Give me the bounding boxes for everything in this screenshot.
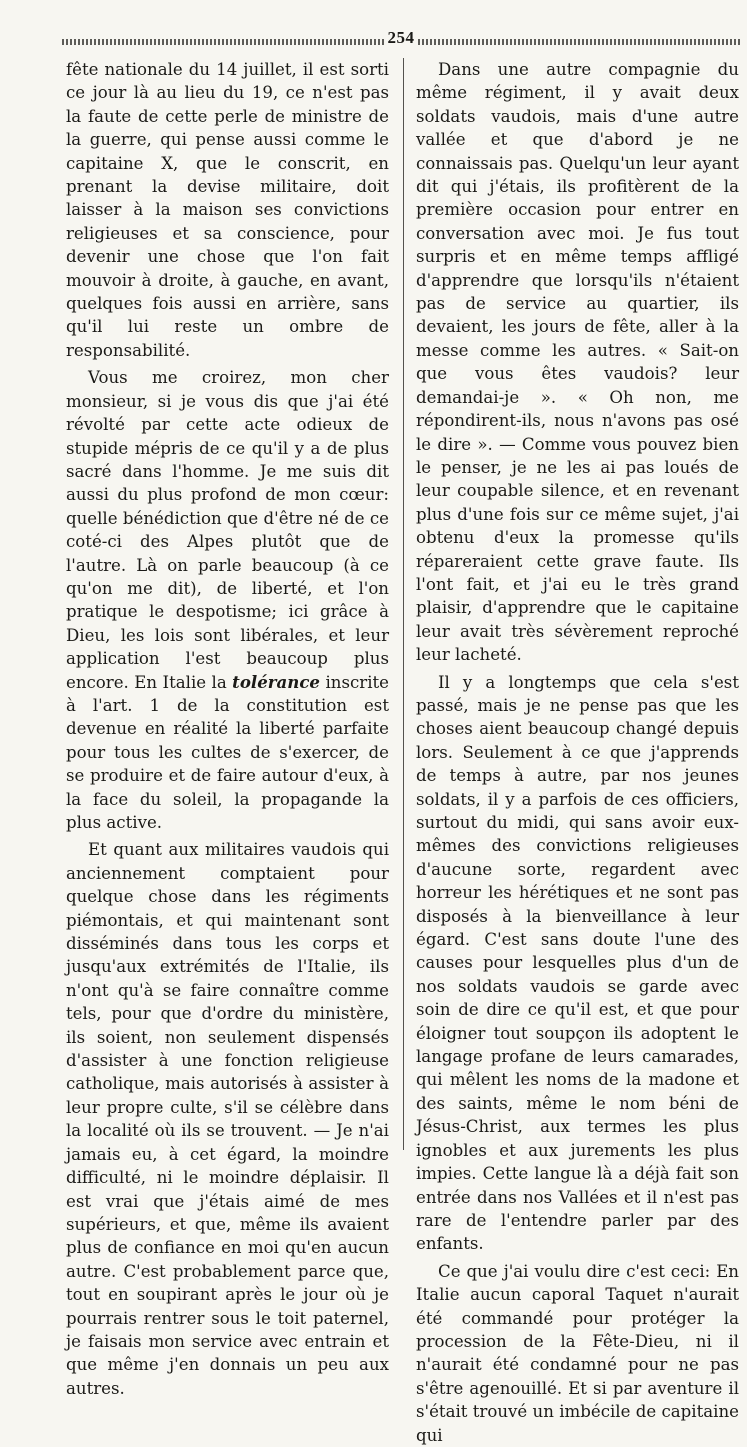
- left-paragraph-1: fête nationale du 14 juillet, il est sorti ce jour là au lieu du 19, ce n'est pas la faute de cette perle de ministre de la guerre, qui pense aussi comme le capitaine X, que le conscrit, en prenant la devise militaire, doit laisser à la maison ses convictions religieuses et sa conscience, pour devenir une chose que l'on fait mouvoir à droite, à gauche, en avant, quelques fois aussi en arrière, sans qu'il lui reste un ombre de responsabilité.: [66, 60, 389, 360]
- right-paragraph-1: Dans une autre compagnie du même régiment, il y avait deux soldats vaudois, mais d'une autre vallée et que d'abord je ne connaissais pas. Quelqu'un leur ayant dit qui j'étais, ils profitèrent de la première occasion pour entrer en conversation avec moi. Je fus tout surpris et en même temps affligé d'apprendre que lorsqu'ils n'étaient pas de service au quartier, ils devaient, les jours de fête, aller à la messe comme les autres. « Sait-on que vous êtes vaudois? leur demandai-je ». « Oh non, me répondirent-ils, nous n'avons pas osé le dire ». — Comme vous pouvez bien le penser, je ne les ai pas loués de leur coupable silence, et en revenant plus d'une fois sur ce même sujet, j'ai obtenu d'eux la promesse qu'ils répareraient cette grave faute. Ils l'ont fait, et j'ai eu le très grand plaisir, d'apprendre que le capitaine leur avait très sévèrement reproché leur lacheté.: [416, 60, 739, 665]
- right-paragraph-3: Ce que j'ai voulu dire c'est ceci: En Italie aucun caporal Taquet n'aurait été commandé pour protéger la procession de la Fête-Dieu, ni il n'aurait été condamné pour ne pas s'être agenouillé. Et si par aventure il s'était trouvé un imbécile de capitaine qui: [416, 1261, 739, 1445]
- emphasized-word: tolérance: [232, 671, 320, 692]
- header-rule-right: [418, 39, 741, 45]
- left-paragraph-2-cont: inscrite à l'art. 1 de la constitution est devenue en réalité la liberté parfaite pour tous les cultes de s'exercer, de se produire et de faire autour d'eux, à la face du soleil, la propagande la plus active.: [66, 672, 389, 832]
- right-column: [416, 58, 739, 1447]
- page-number: 254: [387, 28, 415, 47]
- column-divider: [403, 58, 404, 1150]
- header-rule-left: [62, 39, 385, 45]
- page-header: [62, 24, 740, 52]
- right-paragraph-2: Il y a longtemps que cela s'est passé, mais je ne pense pas que les choses aient beaucoup changé depuis lors. Seulement à ce que j'apprends de temps à autre, par nos jeunes soldats, il y a parfois de ces officiers, surtout du midi, qui sans avoir eux-mêmes des convictions religieuses d'aucune sorte, regardent avec horreur les hérétiques et ne sont pas disposés à la bienveillance à leur égard. C'est sans doute l'une des causes pour lesquelles plus d'un de nos soldats vaudois se garde avec soin de dire ce qu'il est, et que pour éloigner tout soupçon ils adoptent le langage profane de leurs camarades, qui mêlent les noms de la madone et des saints, même le nom béni de Jésus-Christ, aux termes les plus ignobles et aux jurements les plus impies. Cette langue là a déjà fait son entrée dans nos Vallées et il n'est pas rare de l'entendre parler par des enfants.: [416, 672, 739, 1254]
- left-column: [66, 58, 389, 1400]
- left-paragraph-3: Et quant aux militaires vaudois qui anciennement comptaient pour quelque chose dans les régiments piémontais, et qui maintenant sont disséminés dans tous les corps et jusqu'aux extrémités de l'Italie, ils n'ont qu'à se faire connaître comme tels, pour que d'ordre du ministère, ils soient, non seulement dispensés d'assister à une fonction religieuse catholique, mais autorisés à assister à leur propre culte, s'il se célèbre dans la localité où ils se trouvent. — Je n'ai jamais eu, à cet égard, la moindre difficulté, ni le moindre déplaisir. Il est vrai que j'étais aimé de mes supérieurs, et que, même ils avaient plus de confiance en moi qu'en aucun autre. C'est probablement parce que, tout en soupirant après le jour où je pourrais rentrer sous le toit paternel, je faisais mon service avec entrain et que même j'en donnais un peu aux autres.: [66, 840, 389, 1398]
- left-paragraph-2: [66, 366, 389, 834]
- left-paragraph-2-text: Vous me croirez, mon cher monsieur, si je vous dis que j'ai été révolté par cette acte odieux de stupide mépris de ce qu'il y a de plus sacré dans l'homme. Je me suis dit aussi du plus profond de mon cœur: quelle bénédiction que d'être né de ce coté-ci des Alpes plutôt que de l'autre. Là on parle beaucoup (à ce qu'on me dit), de liberté, et l'on pratique le despotisme; ici grâce à Dieu, les lois sont libérales, et leur application l'est beaucoup plus encore. En Italie la: [66, 368, 389, 692]
